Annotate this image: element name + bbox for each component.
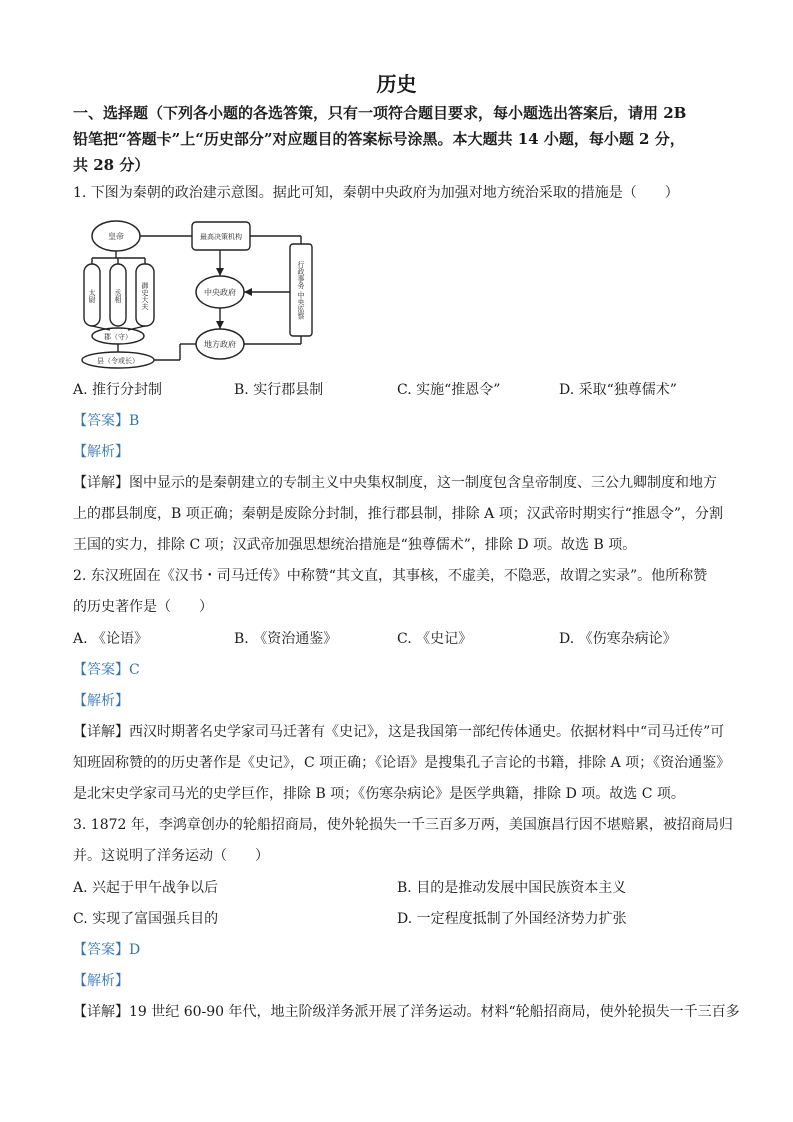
page-title: 历史 xyxy=(376,72,417,96)
q1-detail-line-1: 【详解】图中显示的是秦朝建立的专制主义中央集权制度，这一制度包含皇帝制度、三公九卿制度和地方 xyxy=(73,475,717,491)
q1-detail-line-3: 王国的实力，排除 C 项；汉武帝加强思想统治措施是“独尊儒术”，排除 D 项。故选 B 项。 xyxy=(73,537,637,553)
diagram-yushi-label: 御史大夫 xyxy=(141,282,149,310)
q2-analysis-label: 【解析】 xyxy=(73,693,129,709)
q2-answer: 【答案】C xyxy=(73,662,140,678)
q1-option-c: C. 实施“推恩令” xyxy=(397,382,501,398)
q1-analysis-label: 【解析】 xyxy=(73,444,129,460)
section-heading-line-1: 一、选择题（下列各小题的各选答策，只有一项符合题目要求，每小题选出答案后，请用 2B xyxy=(73,104,687,122)
q3-option-a: A. 兴起于甲午战争以后 xyxy=(73,880,219,896)
q2-stem-line-1: 2. 东汉班固在《汉书・司马迁传》中称赞“其文直，其事核，不虚美，不隐恶，故谓之实录”。他所称赞 xyxy=(73,568,708,584)
q3-option-b: B. 目的是推动发展中国民族资本主义 xyxy=(397,880,627,896)
diagram-xian-label: 县（令或长） xyxy=(97,357,139,365)
section-heading-line-2: 铅笔把“答题卡”上“历史部分”对应题目的答案标号涂黑。本大题共 14 小题，每小题 2 分， xyxy=(73,130,685,148)
qin-political-system-diagram xyxy=(80,212,320,374)
section-heading-line-3: 共 28 分） xyxy=(73,156,150,174)
q3-option-c: C. 实现了富国强兵目的 xyxy=(73,911,219,927)
q1-detail-line-2: 上的郡县制度，B 项正确；秦朝是废除分封制，推行郡县制，排除 A 项；汉武帝时期实行“推恩令”，分割 xyxy=(73,506,724,522)
diagram-right-box-label: 行政事务 中央监察 xyxy=(297,260,305,320)
diagram-emperor-label: 皇帝 xyxy=(108,232,124,241)
q2-option-d: D. 《伤寒杂病论》 xyxy=(559,631,677,647)
q1-answer: 【答案】B xyxy=(73,413,140,429)
q3-stem-line-1: 3. 1872 年，李鸿章创办的轮船招商局，使外轮损失一千三百多万两，美国旗昌行因不堪赔累，被招商局归 xyxy=(73,817,733,833)
diagram-taiwei-label: 太尉 xyxy=(88,289,96,303)
q2-detail-line-3: 是北宋史学家司马光的史学巨作，排除 B 项；《伤寒杂病论》是医学典籍，排除 D 项。故选 C 项。 xyxy=(73,786,685,802)
diagram-chengxiang-label: 丞相 xyxy=(114,289,122,303)
q2-option-a: A. 《论语》 xyxy=(73,631,149,647)
diagram-local-label: 地方政府 xyxy=(204,340,236,349)
q2-option-c: C. 《史记》 xyxy=(397,631,473,647)
q1-option-d: D. 采取“独尊儒术” xyxy=(559,382,677,398)
q1-option-b: B. 实行郡县制 xyxy=(234,382,324,398)
q2-detail-line-2: 知班固称赞的的历史著作是《史记》，C 项正确；《论语》是搜集孔子言论的书籍，排除 A 项；《资治通鉴》 xyxy=(73,755,731,771)
q2-option-b: B. 《资治通鉴》 xyxy=(234,631,338,647)
q3-analysis-label: 【解析】 xyxy=(73,973,129,989)
q3-option-d: D. 一定程度抵制了外国经济势力扩张 xyxy=(397,911,627,927)
diagram-jun-label: 郡（守） xyxy=(104,333,132,341)
q1-option-a: A. 推行分封制 xyxy=(73,382,163,398)
q3-detail-line-1: 【详解】19 世纪 60-90 年代，地主阶级洋务派开展了洋务运动。材料“轮船招商局，使外轮损失一千三百多 xyxy=(73,1004,740,1020)
diagram-top-box-label: 最高决策机构 xyxy=(200,233,242,241)
q2-detail-line-1: 【详解】西汉时期著名史学家司马迁著有《史记》，这是我国第一部纪传体通史。依据材料中“司马迁传”可 xyxy=(73,724,725,740)
diagram-central-label: 中央政府 xyxy=(204,288,236,297)
q3-stem-line-2: 并。这说明了洋务运动（ ） xyxy=(73,848,269,864)
q2-stem-line-2: 的历史著作是（ ） xyxy=(73,599,213,615)
q3-answer: 【答案】D xyxy=(73,942,141,958)
q1-stem: 1. 下图为秦朝的政治建示意图。据此可知，秦朝中央政府为加强对地方统治采取的措施是（ ） xyxy=(73,185,679,201)
